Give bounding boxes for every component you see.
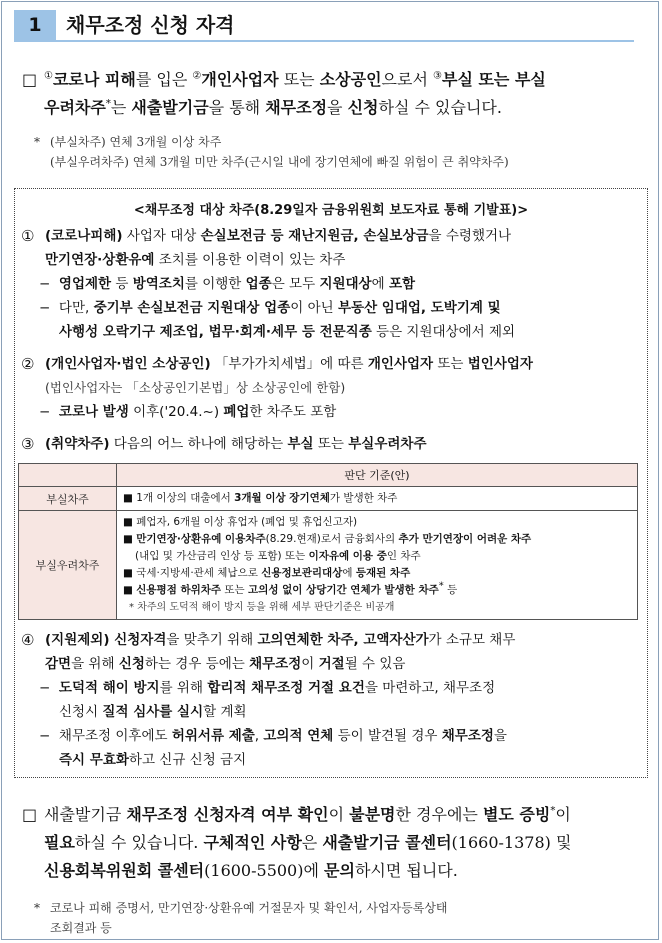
square-bullet-icon: ■ (123, 492, 133, 504)
item2-line3: − 코로나 발생 이후('20.4.~) 폐업한 차주도 포함 (39, 404, 337, 420)
row-content: ■ 폐업자, 6개월 이상 휴업자 (폐업 및 휴업신고자) ■ 만기연장·상환유예 이용차주(8.29.현재)로서 금융회사의 추가 만기연장이 어려운 차주 (내입 및 가산금리 인상 등 포함) 또는 이자유예 이용 중인 차주 ■ 국세·지방세·관세 체납으로 신용정보관리대상에 등재된 차주 ■ 신용평점 하위차주 또는 고의성 없이 상당기간 연체가 발생한 차주* 등 * 차주의 도덕적 해이 방지 등을 위해 세부 판단기준은 비공개 (117, 511, 638, 620)
square-bullet-icon: □ (22, 805, 38, 824)
asterisk-icon: * (129, 602, 134, 613)
item1-line4: − 다만, 중기부 손실보전금 지원대상 업종이 아닌 부동산 임대업, 도박기계 및 (39, 300, 501, 316)
header-underline (14, 40, 634, 42)
item4-line2: 감면을 위해 신청하는 경우 등에는 채무조정이 거절될 수 있음 (45, 656, 406, 672)
table-row (19, 487, 638, 511)
item1-line5: 사행성 오락기구 제조업, 법무·회계·세무 등 전문직종 등은 지원대상에서 제외 (59, 324, 516, 340)
table-row (19, 511, 638, 620)
asterisk-icon: * (34, 135, 40, 149)
square-bullet-icon: ■ (123, 567, 133, 579)
item-number: ② (21, 355, 35, 373)
row-content: ■ 1개 이상의 대출에서 3개월 이상 장기연체가 발생한 차주 (117, 487, 638, 511)
section-header (14, 10, 634, 42)
box-title: <채무조정 대상 차주(8.29일자 금융위원회 보도자료 통해 기발표)> (133, 203, 529, 218)
square-bullet-icon: ■ (123, 533, 133, 545)
item-number: ① (21, 227, 35, 245)
table-header: 판단 기준(안) (117, 464, 638, 487)
item1-line1: (코로나피해) 사업자 대상 손실보전금 등 재난지원금, 손실보상금을 수령했거나 (45, 228, 512, 244)
footnote-line: (부실차주) 연체 3개월 이상 차주 (50, 135, 222, 149)
item1-line3: − 영업제한 등 방역조치를 이행한 업종은 모두 지원대상에 포함 (39, 276, 416, 292)
item4-line5: − 채무조정 이후에도 허위서류 제출, 고의적 연체 등이 발견될 경우 채무조정을 (39, 728, 507, 744)
item3-line1: (취약차주) 다음의 어느 하나에 해당하는 부실 또는 부실우려차주 (45, 436, 427, 452)
footnote-line: 조회결과 등 (50, 921, 112, 935)
item4-line4: 신청시 질적 심사를 실시할 계획 (59, 704, 247, 720)
asterisk-icon: * (34, 901, 40, 915)
footnote-line: (부실우려차주) 연체 3개월 미만 차주(근시일 내에 장기연체에 빠질 위험이 큰 취약차주) (50, 155, 509, 169)
item4-line6: 즉시 무효화하고 신규 신청 금지 (59, 752, 247, 768)
item4-line1: (지원제외) 신청자격을 맞추기 위해 고의연체한 차주, 고액자산가가 소규모 채무 (45, 632, 516, 648)
row-label: 부실우려차주 (19, 511, 117, 620)
row-label: 부실차주 (19, 487, 117, 511)
square-bullet-icon: ■ (123, 516, 133, 528)
section-number: 1 (14, 10, 56, 40)
item-number: ③ (21, 435, 35, 453)
criteria-table (18, 463, 638, 620)
square-bullet-icon: □ (22, 70, 38, 89)
square-bullet-icon: ■ (123, 584, 133, 596)
footnote-line: 코로나 피해 증명서, 만기연장·상환유예 거절문자 및 확인서, 사업자등록상태 (50, 901, 448, 915)
item1-line2: 만기연장·상환유예 조치를 이용한 이력이 있는 차주 (45, 252, 346, 268)
item2-line2: (법인사업자는 「소상공인기본법」상 소상공인에 한함) (45, 380, 346, 395)
section-title: 채무조정 신청 자격 (66, 13, 235, 37)
item2-line1: (개인사업자·법인 소상공인) 「부가가치세법」에 따른 개인사업자 또는 법인사업자 (45, 356, 533, 372)
table-header-corner (19, 464, 117, 487)
item-number: ④ (21, 631, 35, 649)
item4-line3: − 도덕적 해이 방지를 위해 합리적 채무조정 거절 요건을 마련하고, 채무조정 (39, 680, 496, 696)
